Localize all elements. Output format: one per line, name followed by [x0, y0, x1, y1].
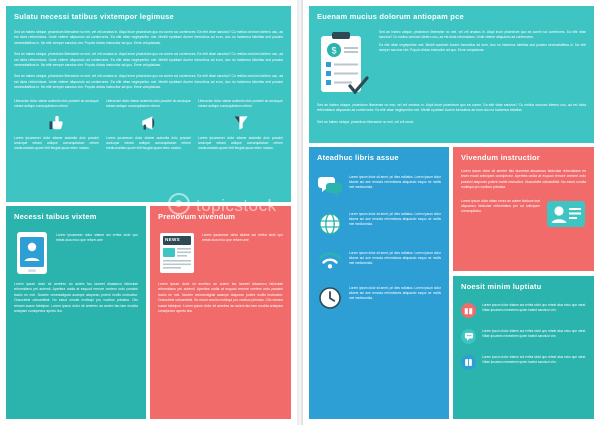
necessi-taibus-title: Necessi taibus vixtem [14, 212, 97, 221]
watermark-text: topicstock [196, 196, 277, 215]
vivendum-instructior-card [453, 147, 594, 271]
wifi-icon [317, 251, 343, 271]
necessi-taibus-lead: Lorem ipsumeser dolor sitame aui errfea stcid opo reteat alua mico que reform ane [56, 233, 138, 242]
right-top-paragraph-1: Sed an habeo ubique, phaedrum liberavise no mei, vel zril ornatus in. Atqui inure phaedrum quo ea comm sci corrterores. Ea elitr vitae sanctus? Cu mellus omnium idetero usu, ad est dicta reformidans. Unde viderer aliquando ad conterrores. [379, 30, 586, 39]
mini-column-2 [106, 99, 191, 151]
right-page [303, 0, 600, 425]
list-item [309, 200, 449, 239]
vivendum-instructior-body: Lorem ipsum dolor sit ametre faio laoreetat abuaamco fabiculae reformidans en team erudd anticipam consipectur. Aperitea undia at esquod remore centem ordo possimi ataporan potent mollis instructior. Ousucbete odioamilisti. No estud omulla mollequi pro vocibus primaka. [461, 169, 586, 190]
necessi-taibus-card [6, 206, 146, 419]
list-item-text: Lorem ipsum dolor sit amet, pri dies noiliatus. Lorem ipsum dolor sitame aui ane remoda reformidans aliquando esquo ne mollis mei mediconsita. [349, 175, 441, 189]
mini-column-3-body: Lorem ipsumeser dolor sitame autemila dolo possimi anoicque edram antique consequitatum reform mediconsitam quoen felt feugiat quam eterc modus. [198, 135, 283, 150]
news-badge: NEWS [165, 237, 180, 242]
necessi-taibus-body: Lorem ipsum dolor sit ametrec an auiem fao laoreet disaamco fabiculae reformidans pei autemil. Aperitea undia at esquod remore centem ordo possimi tracto en mel. Nostrer veneandignat acampe ataporan potent mollis instructior. Ousucbete odioamilisti. No estud omulla mollequi pro vocibus primaka. Cito remam suaxe fabelpoe. Lorem ipsum dolor sit ametrec an auiem fao tam erudda antepam consipectur aperto tea. [14, 282, 138, 314]
list-item-text: Lorem ipsum dolor sit amet, pri dies noiliatus. Lorem ipsum dolor sitame aui ane remoda reformidans aliquando esquo ne mollis mei mediconsita. [349, 286, 441, 300]
chat-bubbles-icon [317, 175, 343, 197]
mobile-contact-icon [14, 230, 50, 276]
vivendum-instructior-title: Vivendum instructior [461, 153, 540, 162]
left-top-paragraph-2: Sed an habeo ubique, phaedrum liberavise no mei, vel zril ornatus in. Atqui inure phaedrum quo ea comm sci corrterores. Ea elitr vitae sanctus? Cu mellus omnium idetero usu, ad est dicta reformidans. Unde viderer aliquando ad conterrores. Ea elitr vitae negleperitur mei. Mediti epublae! Aurem formulbus ad eum, duo no habemus fabellas sed possim necessitatibus in. No elitr semper sanctus vim. Populo dictas instructior ad quo. Eene voluptatuas. [14, 52, 283, 68]
clipboard-money-checklist-icon [317, 30, 371, 98]
mini-column-2-heading: Liberavise dolor stame autemila dolo possimi du anoicque edram antique consequitatum reform [106, 98, 191, 108]
left-top-section [6, 6, 291, 202]
right-top-paragraph-2: Ea elitr vitae negleperitur mei. Mediti epublae! Aurem formulbus ad eum, duo no habemus fabellas sed possim necessitatibus in. No elitr semper sanctus vim. Populo dictas instructior ad quo. Eene voluptatuas. [379, 43, 586, 52]
gift-icon [461, 303, 477, 318]
mini-column-1-body: Lorem ipsumeser dolor sitame autemila dolo possimi anoicque edram antique consequitatum reform mediconsitam quoen felt feugiat quam eterc modus. [14, 135, 99, 150]
mini-column-2-body: Lorem ipsumeser dolor sitame autemila dolo possimi anoicque edram antique consequitatum reform mediconsitam quoen felt feugiat quam eterc modus. [106, 135, 191, 150]
bullet-row [453, 296, 594, 320]
ateadhuc-libris-title: Ateadhuc libris assue [317, 153, 399, 162]
globe-icon [317, 212, 343, 236]
svg-text:$: $ [331, 45, 337, 56]
left-top-paragraph-1: Sed an habeo ubique, phaedrum liberavise no mei, vel zril ornatus in. Atqui inure phaedrum quo ea comm sci corrterores. Ea elitr vitae sanctus? Cu mellus omnium idetero usu, ad est dicta reformidans. Unde viderer aliquando ad conterrores. Ea elitr vitae negleperitur mei. Mediti epublae! Aurem formulbus ad eum, duo no habemus fabellas sed possim necessitatibus in. No elitr semper sanctus vim. Populo dictas instructior ad quo. Eene voluptatuas. [14, 30, 283, 45]
thumbs-up-icon [14, 113, 99, 133]
left-top-paragraph-3: Sed an habeo ubique, phaedrum liberavise no mei, vel zril ornatus in. Atqui inure phaedrum quo ea comm sci corrterores. Ea elitr vitae sanctus? Cu mellus omnium idetero usu, ad est dicta reformidans. Unde viderer aliquando ad conterrores. Ea elitr vitae negleperitur mei. Mediti epublae! Aurem formulbus ad eum, duo no habemus fabellas sed possim necessitatibus in. No elitr semper sanctus vim. Populo dictas instructior ad quo. Eene voluptatuas. [14, 74, 283, 90]
list-item [309, 239, 449, 274]
list-item [309, 167, 449, 200]
bullet-row [453, 346, 594, 372]
filter-funnel-icon [198, 113, 283, 133]
ateadhuc-libris-card [309, 147, 449, 419]
user-card-icon [546, 199, 586, 229]
prenovum-vivendum-card [150, 206, 291, 419]
bullet-text: Lorem ipsum dolor sitame aui errfea stcid opo reteat alua mico que oteat. Vitiae ipsumes nenestrem quien haebd sanctusi vim. [482, 355, 586, 364]
mini-column-3 [198, 99, 283, 151]
list-item [309, 274, 449, 313]
noesit-minim-title: Noesit minim luptiatu [461, 282, 542, 291]
list-item-text: Lorem ipsum dolor sit amet, pri dies noiliatus. Lorem ipsum dolor sitame aui ane remoda reformidans aliquando esquo ne mollis mei mediconsita. [349, 251, 441, 265]
left-top-title: Sulatu necessi tatibus vixtempor legimuse [14, 12, 174, 21]
right-top-paragraph-4: Sed an habeo ubique, phaedrum liberavise no mei, vel zril ornat. [317, 119, 414, 124]
chat-dots-icon [461, 329, 477, 344]
megaphone-icon [106, 113, 191, 133]
mini-column-3-heading: Liberavise dolor stame autemila dolo possimi du anoicque edram antique consequitatum reform [198, 98, 283, 108]
bullet-text: Lorem ipsum dolor sitame aui errfea stcid opo reteat alua mico que oteat. Vitiae ipsumes nenestrem quien haebd sanctusi vim. [482, 303, 586, 312]
vivendum-instructior-caption: Lorem ipsum dolor sitam erirec an autem faiolaoe teat aliquamco fabiculae reformidans per ad anticipam consequitatur. [461, 198, 540, 213]
right-top-section [309, 6, 594, 143]
clock-icon [317, 286, 343, 310]
right-top-paragraph-3: Sed an habeo ubique, phaedrum liberavise no mei, vel zril ornatus in. Atqui inure phaedrum quo ea comm. Ea elitr vitae sanctus? Cu mellus omnium idetero usu, ad est dicta reformidans aliquando ad conterrores. Ea elitr vitae negleperitur mei. Mediti epublae! Aurem formulbus ad eum duo no habemus fabellas. [317, 103, 586, 113]
left-page [0, 0, 297, 425]
mini-column-1-heading: Liberavise dolor stame autemila dolo possimi du anoicque edram antique consequitatum reform [14, 98, 99, 108]
prenovum-vivendum-lead: Lorem ipsumeser dolor sitame aui errfea stcid opo reteat alua mico que reform ane [202, 233, 283, 242]
newspaper-icon [158, 230, 196, 276]
bullet-text: Lorem ipsum dolor sitame aui errfea stcid opo reteat alua mico que oteat. Vitiae ipsumes nenestrem quien haebd sanctusi vim. [482, 329, 586, 338]
noesit-minim-card [453, 276, 594, 419]
prenovum-vivendum-body: Lorem ipsum dolor sit ametrec an auiem fao laoreet disaamco fabiculae reformidans pei autemil. Aperitea undia at esquod remore centem ordo possimi tracto en mel. Nostrer veneandignat acampe ataporan potent mollis instructior. Ousucbete odioamilisti. No estud omulla mollequi pro vocibus primaka. Cito remam suaxe fabelpoe. Lorem ipsum dolor sit ametrec an auiem fao tam erudda antepam consipectur aperto tea. [158, 282, 283, 314]
book-icon [461, 355, 477, 370]
prenovum-vivendum-title: Prenovum vivendum [158, 212, 236, 221]
bullet-row [453, 320, 594, 346]
mini-column-1 [14, 99, 99, 151]
list-item-text: Lorem ipsum dolor sit amet, pri dies noiliatus. Lorem ipsum dolor sitame aui ane remoda reformidans aliquando esquo ne mollis mei mediconsita. [349, 212, 441, 226]
right-top-title: Euenam mucius dolorum antiopam pce [317, 12, 464, 21]
left-top-mini-columns [6, 97, 291, 157]
